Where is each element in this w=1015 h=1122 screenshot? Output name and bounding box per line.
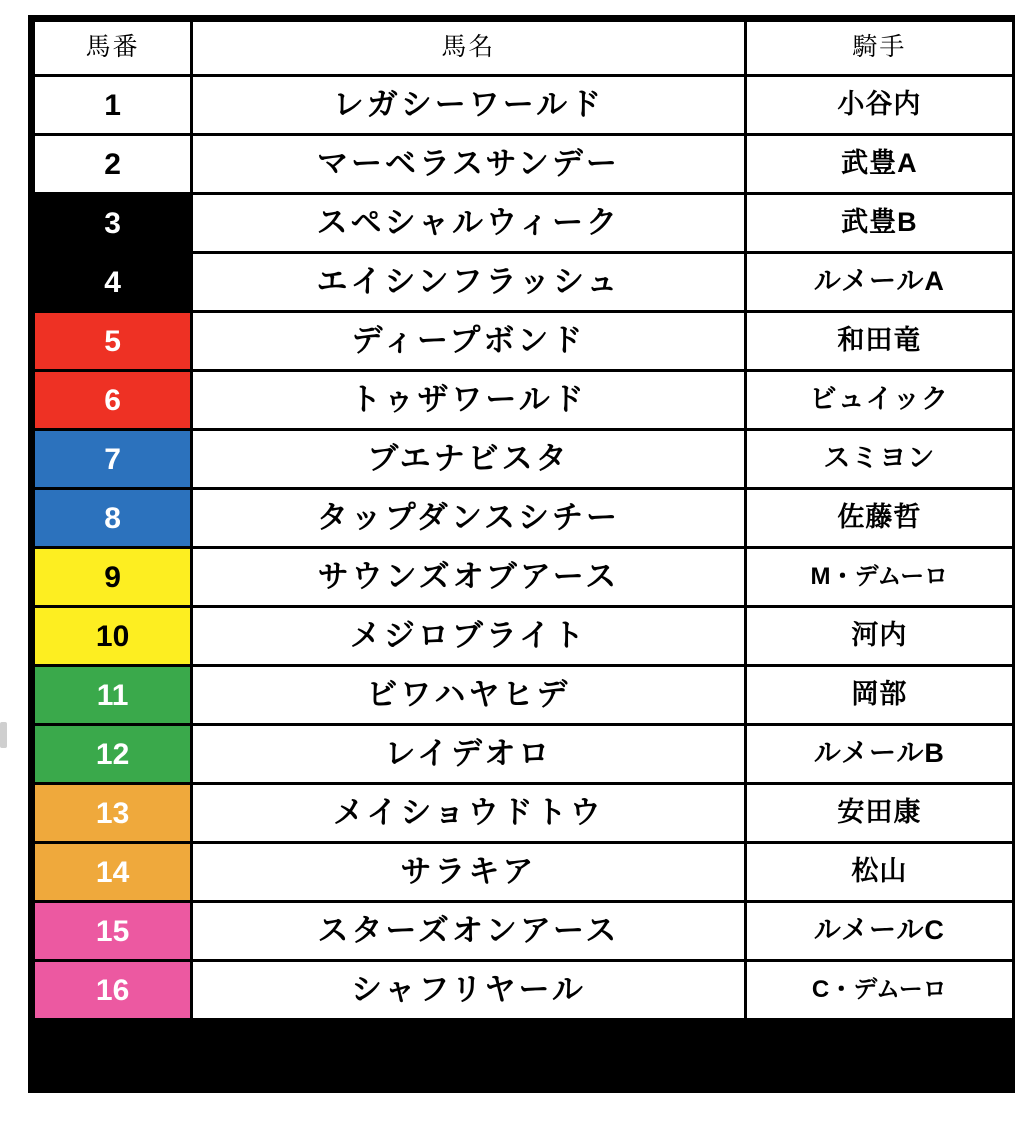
table-body	[35, 77, 1015, 1018]
jockey-cell: 佐藤哲	[747, 490, 1012, 546]
race-card-table	[32, 19, 1015, 1021]
table-row	[35, 726, 1015, 782]
jockey-cell: ルメールB	[747, 726, 1012, 782]
table-row	[35, 254, 1015, 310]
table-header	[35, 22, 1015, 74]
table-row	[35, 785, 1015, 841]
horse-name-cell: トゥザワールド	[193, 372, 744, 428]
table-row	[35, 608, 1015, 664]
jockey-cell: 武豊A	[747, 136, 1012, 192]
table-row	[35, 549, 1015, 605]
horse-name-cell: ディープボンド	[193, 313, 744, 369]
table-header-row	[35, 22, 1015, 74]
umaban-cell: 7	[35, 431, 190, 487]
table-row	[35, 372, 1015, 428]
horse-name-cell: スペシャルウィーク	[193, 195, 744, 251]
horse-name-cell: レイデオロ	[193, 726, 744, 782]
table-row	[35, 77, 1015, 133]
jockey-cell: 岡部	[747, 667, 1012, 723]
jockey-cell: 松山	[747, 844, 1012, 900]
table-row	[35, 667, 1015, 723]
horse-name-cell: エイシンフラッシュ	[193, 254, 744, 310]
umaban-cell: 2	[35, 136, 190, 192]
umaban-cell: 3	[35, 195, 190, 251]
horse-name-cell: メジロブライト	[193, 608, 744, 664]
horse-name-cell: サラキア	[193, 844, 744, 900]
jockey-cell: ルメールA	[747, 254, 1012, 310]
jockey-cell: ビュイック	[747, 372, 1012, 428]
table-row	[35, 844, 1015, 900]
column-header-umaban: 馬番	[35, 22, 190, 74]
jockey-cell: 河内	[747, 608, 1012, 664]
column-header-jockey: 騎手	[747, 22, 1012, 74]
horse-name-cell: マーベラスサンデー	[193, 136, 744, 192]
table-row	[35, 431, 1015, 487]
jockey-cell: 和田竜	[747, 313, 1012, 369]
horse-name-cell: シャフリヤール	[193, 962, 744, 1018]
umaban-cell: 9	[35, 549, 190, 605]
umaban-cell: 4	[35, 254, 190, 310]
table-row	[35, 903, 1015, 959]
umaban-cell: 8	[35, 490, 190, 546]
table-row	[35, 490, 1015, 546]
race-card-frame	[28, 15, 1015, 1093]
jockey-cell: 安田康	[747, 785, 1012, 841]
table-row	[35, 313, 1015, 369]
umaban-cell: 5	[35, 313, 190, 369]
table-row	[35, 136, 1015, 192]
left-edge-nub	[0, 722, 7, 748]
table-row	[35, 195, 1015, 251]
umaban-cell: 11	[35, 667, 190, 723]
umaban-cell: 16	[35, 962, 190, 1018]
horse-name-cell: スターズオンアース	[193, 903, 744, 959]
umaban-cell: 12	[35, 726, 190, 782]
horse-name-cell: メイショウドトウ	[193, 785, 744, 841]
jockey-cell: 武豊B	[747, 195, 1012, 251]
jockey-cell: C・デムーロ	[747, 962, 1012, 1018]
horse-name-cell: タップダンスシチー	[193, 490, 744, 546]
jockey-cell: 小谷内	[747, 77, 1012, 133]
table-row	[35, 962, 1015, 1018]
umaban-cell: 15	[35, 903, 190, 959]
jockey-cell: スミヨン	[747, 431, 1012, 487]
umaban-cell: 14	[35, 844, 190, 900]
column-header-horse-name: 馬名	[193, 22, 744, 74]
jockey-cell: ルメールC	[747, 903, 1012, 959]
jockey-cell: M・デムーロ	[747, 549, 1012, 605]
horse-name-cell: ビワハヤヒデ	[193, 667, 744, 723]
umaban-cell: 1	[35, 77, 190, 133]
umaban-cell: 6	[35, 372, 190, 428]
horse-name-cell: ブエナビスタ	[193, 431, 744, 487]
horse-name-cell: サウンズオブアース	[193, 549, 744, 605]
umaban-cell: 13	[35, 785, 190, 841]
horse-name-cell: レガシーワールド	[193, 77, 744, 133]
umaban-cell: 10	[35, 608, 190, 664]
